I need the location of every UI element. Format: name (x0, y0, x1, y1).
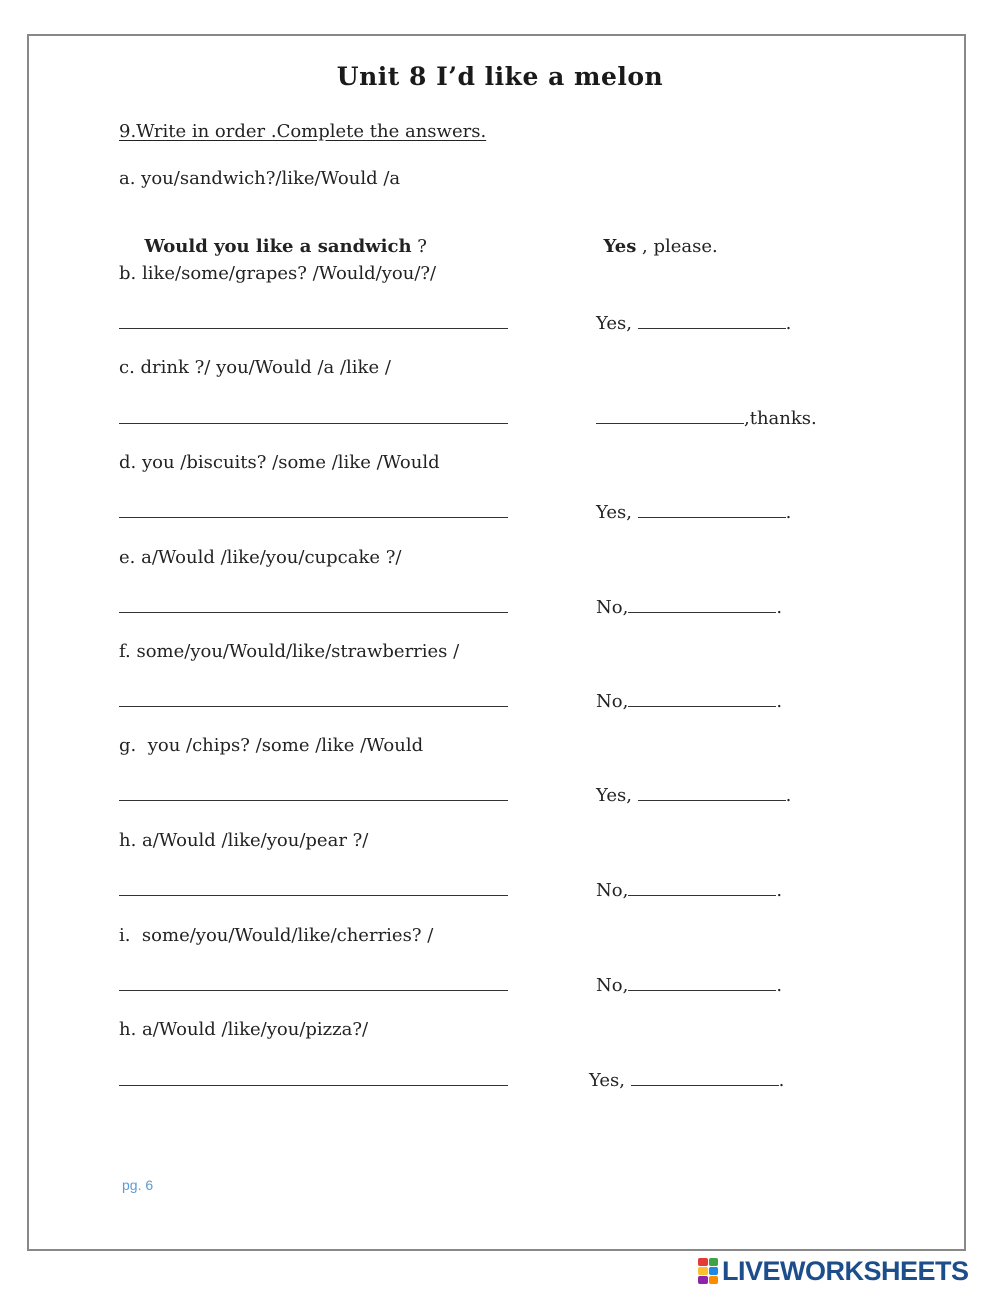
brand-name: LIVEWORKSHEETS (722, 1255, 969, 1286)
logo-block (698, 1276, 708, 1284)
reply-answer-blank[interactable] (631, 1067, 779, 1086)
reply-after: . (785, 313, 792, 334)
reply-before: Yes, (589, 1070, 631, 1091)
reply-before: No, (596, 880, 629, 901)
reply-after: ,thanks. (744, 408, 817, 429)
logo-block (709, 1267, 719, 1275)
reply-answer-blank[interactable] (638, 310, 786, 329)
reply-line (596, 688, 782, 712)
reply-line (589, 1067, 784, 1091)
example-answer-text: Would you like a sandwich (144, 236, 412, 257)
reply-answer-blank[interactable] (638, 499, 786, 518)
reply-answer-blank[interactable] (628, 877, 776, 896)
reply-answer-blank[interactable] (628, 688, 776, 707)
liveworksheets-logo-icon (698, 1258, 718, 1284)
item-prompt: f. some/you/Would/like/strawberries / (119, 641, 460, 662)
reply-before: Yes, (596, 785, 638, 806)
example-answer (132, 215, 427, 257)
question-answer-blank[interactable] (119, 972, 508, 996)
example-reply (592, 215, 718, 257)
reply-line (596, 782, 791, 806)
item-prompt: h. a/Would /like/you/pear ?/ (119, 830, 369, 851)
item-prompt: d. you /biscuits? /some /like /Would (119, 452, 440, 473)
page-number: pg. 6 (122, 1177, 154, 1193)
example-answer-end: ? (411, 236, 427, 257)
reply-after: . (776, 597, 783, 618)
question-answer-blank[interactable] (119, 405, 508, 429)
example-prompt: a. you/sandwich?/like/Would /a (119, 168, 401, 189)
reply-line (596, 594, 782, 618)
reply-line (596, 499, 791, 523)
reply-answer-blank[interactable] (628, 594, 776, 613)
item-prompt: b. like/some/grapes? /Would/you/?/ (119, 263, 437, 284)
reply-before: No, (596, 597, 629, 618)
reply-answer-blank[interactable] (628, 972, 776, 991)
reply-after: . (776, 880, 783, 901)
reply-line (596, 310, 791, 334)
reply-before: Yes, (596, 313, 638, 334)
reply-after: . (776, 691, 783, 712)
reply-after: . (778, 1070, 785, 1091)
item-prompt: c. drink ?/ you/Would /a /like / (119, 357, 391, 378)
question-answer-blank[interactable] (119, 688, 508, 712)
example-reply-end: , please. (636, 236, 718, 257)
question-answer-blank[interactable] (119, 594, 508, 618)
question-answer-blank[interactable] (119, 782, 508, 806)
reply-after: . (785, 502, 792, 523)
reply-line (596, 405, 817, 429)
page-title: Unit 8 I’d like a melon (336, 62, 664, 91)
brand-logo (698, 1256, 969, 1286)
question-answer-blank[interactable] (119, 310, 508, 334)
reply-line (596, 972, 782, 996)
reply-before: No, (596, 975, 629, 996)
question-answer-blank[interactable] (119, 877, 508, 901)
example-reply-yes: Yes (603, 236, 637, 257)
reply-before: Yes, (596, 502, 638, 523)
item-prompt: e. a/Would /like/you/cupcake ?/ (119, 547, 402, 568)
item-prompt: g. you /chips? /some /like /Would (119, 735, 424, 756)
question-answer-blank[interactable] (119, 499, 508, 523)
logo-block (709, 1276, 719, 1284)
instruction: 9.Write in order .Complete the answers. (119, 121, 487, 142)
logo-block (698, 1258, 708, 1266)
reply-after: . (776, 975, 783, 996)
item-prompt: h. a/Would /like/you/pizza?/ (119, 1019, 369, 1040)
item-prompt: i. some/you/Would/like/cherries? / (119, 925, 434, 946)
logo-block (709, 1258, 719, 1266)
question-answer-blank[interactable] (119, 1067, 508, 1091)
reply-line (596, 877, 782, 901)
reply-before: No, (596, 691, 629, 712)
logo-block (698, 1267, 708, 1275)
reply-after: . (785, 785, 792, 806)
reply-answer-blank[interactable] (596, 405, 744, 424)
reply-answer-blank[interactable] (638, 782, 786, 801)
